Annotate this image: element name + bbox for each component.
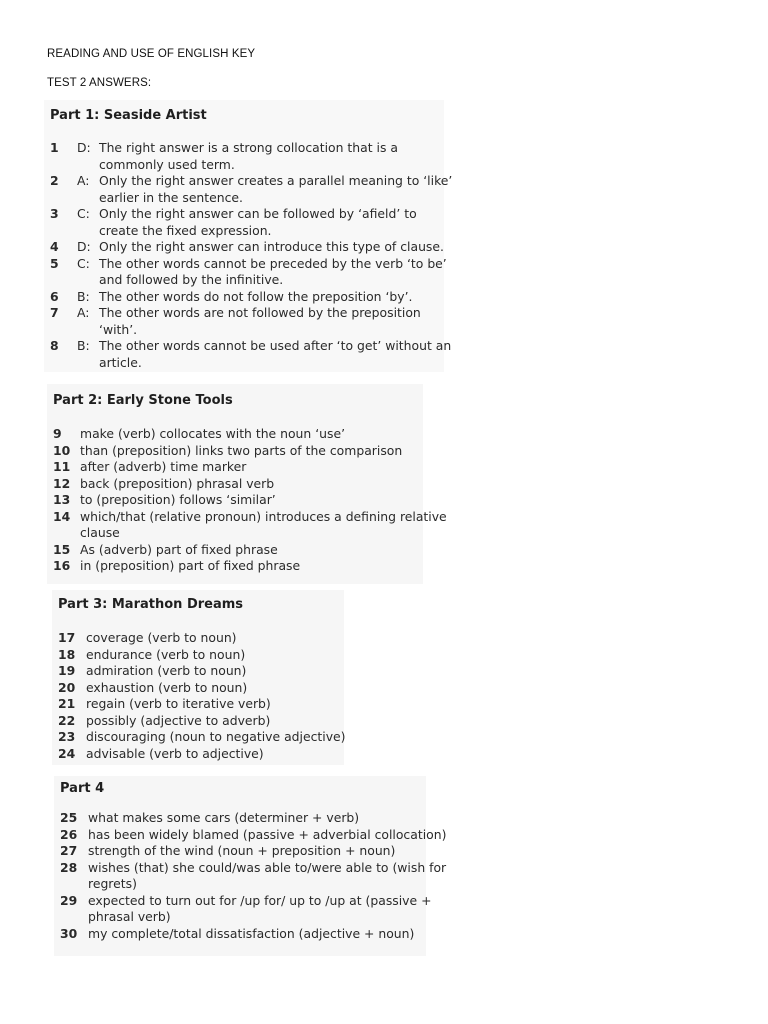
answer-number: 1 <box>50 140 59 155</box>
answer-text: As (adverb) part of fixed phrase <box>80 541 278 557</box>
answer-text: my complete/total dissatisfaction (adjective + noun) <box>88 925 415 941</box>
answer-row <box>44 173 453 206</box>
part2-scan-panel <box>47 384 447 584</box>
answer-text: back (preposition) phrasal verb <box>80 475 275 491</box>
answer-text: clause <box>80 525 120 540</box>
answer-number: 22 <box>58 712 76 728</box>
answer-text: what makes some cars (determiner + verb) <box>88 810 360 825</box>
answer-row <box>44 255 447 289</box>
answer-number: 20 <box>58 679 76 695</box>
answer-text: article. <box>99 354 142 370</box>
answer-letter: B: <box>77 338 90 353</box>
answer-number: 14 <box>53 508 71 524</box>
part3-scan-panel <box>52 590 344 765</box>
answer-row <box>44 239 444 256</box>
answer-text: phrasal verb) <box>88 909 171 924</box>
answer-row <box>47 459 423 476</box>
answer-row <box>44 206 444 239</box>
answer-row <box>47 476 423 493</box>
answer-row <box>52 663 344 680</box>
answer-text: Only the right answer can introduce this type of clause. <box>99 239 444 254</box>
answer-number: 18 <box>58 646 76 662</box>
part1-scan-panel <box>44 100 453 372</box>
answer-text: exhaustion (verb to noun) <box>86 679 248 695</box>
answer-text: make (verb) collocates with the noun ‘use’ <box>80 426 346 441</box>
answer-letter: D: <box>77 140 91 155</box>
answer-row <box>54 843 426 860</box>
answer-number: 13 <box>53 492 71 507</box>
answer-text: and followed by the infinitive. <box>99 272 284 287</box>
answer-number: 21 <box>58 696 76 711</box>
answer-row <box>52 647 344 664</box>
answer-number: 6 <box>50 288 59 304</box>
answer-row <box>52 680 344 697</box>
answer-text: admiration (verb to noun) <box>86 663 247 678</box>
answer-number: 29 <box>60 892 78 908</box>
answer-text: endurance (verb to noun) <box>86 646 246 662</box>
answer-row <box>54 826 447 844</box>
answer-text: in (preposition) part of fixed phrase <box>80 558 301 573</box>
answer-row <box>54 859 447 893</box>
answer-row <box>54 926 426 943</box>
answer-number: 8 <box>50 338 59 353</box>
answer-number: 11 <box>53 459 71 474</box>
answer-letter: C: <box>77 206 90 221</box>
answer-row <box>54 810 426 827</box>
answer-text: regrets) <box>88 876 137 891</box>
answer-number: 5 <box>50 255 59 271</box>
answer-row <box>52 630 344 647</box>
answer-row <box>52 746 344 763</box>
answer-number: 25 <box>60 810 78 825</box>
document-subtitle: TEST 2 ANSWERS: <box>47 77 152 89</box>
answer-letter: B: <box>77 288 90 304</box>
answer-text: Only the right answer creates a parallel meaning to ‘like’ <box>99 173 453 188</box>
answer-row <box>54 892 432 926</box>
answer-row <box>47 492 423 509</box>
answer-letter: D: <box>77 239 91 254</box>
answer-text: discouraging (noun to negative adjective) <box>86 729 346 744</box>
answer-row <box>52 713 344 730</box>
answer-text: strength of the wind (noun + preposition + noun) <box>88 843 396 858</box>
answer-text: The other words do not follow the preposition ‘by’. <box>99 288 413 304</box>
answer-row <box>44 338 452 371</box>
answer-text: regain (verb to iterative verb) <box>86 696 271 711</box>
answer-text: The right answer is a strong collocation that is a <box>99 140 398 155</box>
answer-number: 9 <box>53 426 62 441</box>
answer-number: 12 <box>53 475 71 491</box>
answer-row <box>47 558 423 575</box>
answer-number: 30 <box>60 925 78 941</box>
answer-text: than (preposition) links two parts of the comparison <box>80 442 403 458</box>
answer-number: 7 <box>50 305 59 320</box>
part4-scan-panel <box>54 776 447 956</box>
answer-text: The other words cannot be used after ‘to get’ without an <box>99 338 452 353</box>
answer-text: create the fixed expression. <box>99 222 272 238</box>
answer-text: The other words cannot be preceded by the verb ‘to be’ <box>99 255 447 271</box>
answer-letter: A: <box>77 173 90 188</box>
answer-text: commonly used term. <box>99 156 235 172</box>
answer-number: 27 <box>60 843 78 858</box>
answer-text: advisable (verb to adjective) <box>86 745 264 761</box>
answer-text: which/that (relative pronoun) introduces a defining relative <box>80 508 447 524</box>
answer-text: has been widely blamed (passive + adverbial collocation) <box>88 826 447 842</box>
answer-text: Only the right answer can be followed by ‘afield’ to <box>99 206 417 221</box>
answer-number: 26 <box>60 826 78 842</box>
part1-title: Part 1: Seaside Artist <box>50 108 207 123</box>
document-title: READING AND USE OF ENGLISH KEY <box>47 48 256 60</box>
answer-letter: A: <box>77 305 90 320</box>
answer-number: 24 <box>58 745 76 761</box>
part4-title: Part 4 <box>60 781 105 796</box>
answer-row <box>44 305 444 338</box>
answer-letter: C: <box>77 255 90 271</box>
answer-number: 17 <box>58 630 76 645</box>
answer-row <box>52 729 344 746</box>
answer-number: 3 <box>50 206 59 221</box>
answer-text: wishes (that) she could/was able to/were able to (wish for <box>88 859 447 875</box>
answer-text: coverage (verb to noun) <box>86 630 237 645</box>
answer-number: 15 <box>53 541 71 557</box>
answer-row <box>47 426 423 443</box>
answer-text: The other words are not followed by the preposition <box>99 305 421 320</box>
answer-row <box>47 508 447 542</box>
answer-row <box>47 443 423 460</box>
answer-text: after (adverb) time marker <box>80 459 247 474</box>
answer-text: earlier in the sentence. <box>99 189 243 205</box>
part2-title: Part 2: Early Stone Tools <box>53 393 233 408</box>
answer-text: to (preposition) follows ‘similar’ <box>80 492 276 507</box>
answer-number: 10 <box>53 442 71 458</box>
answer-row <box>44 140 444 173</box>
answer-text: ‘with’. <box>99 321 138 337</box>
answer-text: possibly (adjective to adverb) <box>86 712 271 728</box>
answer-number: 19 <box>58 663 76 678</box>
answer-number: 28 <box>60 859 78 875</box>
answer-number: 2 <box>50 173 59 188</box>
answer-text: expected to turn out for /up for/ up to /up at (passive + <box>88 892 432 908</box>
answer-row <box>47 542 423 559</box>
answer-row <box>44 289 444 306</box>
answer-number: 4 <box>50 239 59 254</box>
answer-row <box>52 696 344 713</box>
answer-number: 23 <box>58 729 76 744</box>
part3-title: Part 3: Marathon Dreams <box>58 597 244 612</box>
answer-number: 16 <box>53 558 71 573</box>
